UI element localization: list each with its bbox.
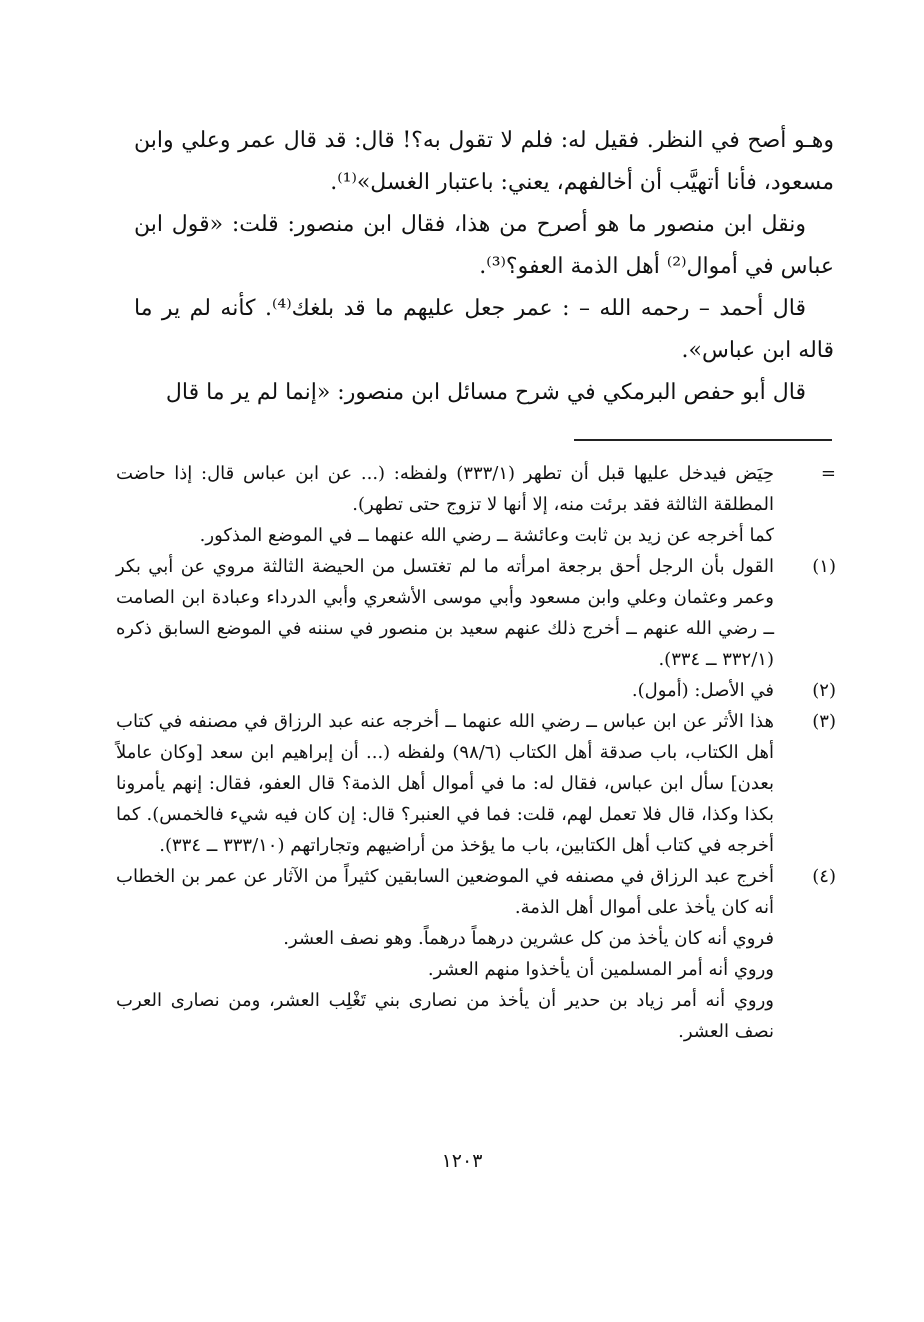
- page-number: ١٢٠٣: [441, 1150, 483, 1172]
- footnote-text: هذا الأثر عن ابن عباس ــ رضي الله عنهما ــ أخرجه عنه عبد الرزاق في مصنفه في كتاب أهل الكتاب، باب صدقة أهل الكتاب (٩٨/٦) ولفظه (... أن إبراهيم ابن سعد [وكان عاملاً بعدن] سأل ابن عباس، فقال له: ما في أموال أهل الذمة؟ قال العفو، فقال: إنهم يأمرونا بكذا وكذا، قال فلا تعمل لهم، قلت: فما في العنبر؟ قال: إن كان فيه شيء فالخمس). كما أخرجه في كتاب أهل الكتابين، باب ما يؤخذ من أراضيهم وتجاراتهم (٣٣٣/١٠ ــ ٣٣٤).: [116, 711, 774, 856]
- footnote-text: حِيَض فيدخل عليها قبل أن تطهر (٣٣٣/١) ولفظه: (... عن ابن عباس قال: إذا حاضت المطلقة الثالثة فقد برئت منه، إلا أنها لا تزوج حتى تطهر).: [116, 463, 774, 515]
- footnote: [116, 551, 836, 675]
- footnote-text: وروي أنه أمر زياد بن حدير أن يأخذ من نصارى بني تَغْلِب العشر، ومن نصارى العرب نصف العشر.: [116, 990, 774, 1042]
- main-paragraph: ونقل ابن منصور ما هو أصرح من هذا، فقال ابن منصور: قلت: «قول ابن عباس في أموال⁽²⁾ أهل الذمة العفو؟⁽³⁾.: [134, 212, 834, 279]
- footnote: [116, 675, 836, 706]
- footnote-text: القول بأن الرجل أحق برجعة امرأته ما لم تغتسل من الحيضة الثالثة مروي عن أبي بكر وعمر وعثمان وعلي وابن مسعود وأبي موسى الأشعري وأبي الدرداء وعبادة ابن الصامت ــ رضي الله عنهم ــ أخرج ذلك عنهم سعيد بن منصور في سننه في الموضع السابق ذكره (٣٣٢/١ ــ ٣٣٤).: [116, 556, 774, 670]
- footnote-text: كما أخرجه عن زيد بن ثابت وعائشة ــ رضي الله عنهما ــ في الموضع المذكور.: [199, 525, 774, 546]
- footnote-marker: (١): [812, 556, 836, 577]
- footnote: [116, 861, 836, 1047]
- footnote-text: وروي أنه أمر المسلمين أن يأخذوا منهم العشر.: [427, 959, 774, 980]
- footnote-text: فروي أنه كان يأخذ من كل عشرين درهماً درهماً. وهو نصف العشر.: [283, 928, 774, 949]
- footnote-marker: (٤): [812, 866, 836, 887]
- footnote: [116, 706, 836, 861]
- main-paragraph: وهـو أصح في النظر. فقيل له: فلم لا تقول به؟! قال: قد قال عمر وعلي وابن مسعود، فأنا أتهيَّب أن أخالفهم، يعني: باعتبار الغسل»⁽¹⁾.: [134, 128, 834, 195]
- footnote-marker: (٢): [812, 680, 836, 701]
- footnotes: [116, 458, 836, 1047]
- footnote-marker: =: [820, 463, 836, 484]
- footnote-text: أخرج عبد الرزاق في مصنفه في الموضعين السابقين كثيراً من الآثار عن عمر بن الخطاب أنه كان يأخذ على أموال أهل الذمة.: [116, 866, 774, 918]
- footnote-marker: (٣): [812, 711, 836, 732]
- main-paragraph: قال أحمد – رحمه الله – : عمر جعل عليهم ما قد بلغك⁽⁴⁾. كأنه لم ير ما قاله ابن عباس».: [134, 296, 834, 363]
- footnote-text: في الأصل: (أمول).: [631, 680, 774, 701]
- main-text: [134, 120, 834, 414]
- main-paragraph: قال أبو حفص البرمكي في شرح مسائل ابن منصور: «إنما لم ير ما قال: [165, 380, 806, 405]
- footnote-divider: [574, 439, 832, 441]
- footnote: [116, 458, 836, 551]
